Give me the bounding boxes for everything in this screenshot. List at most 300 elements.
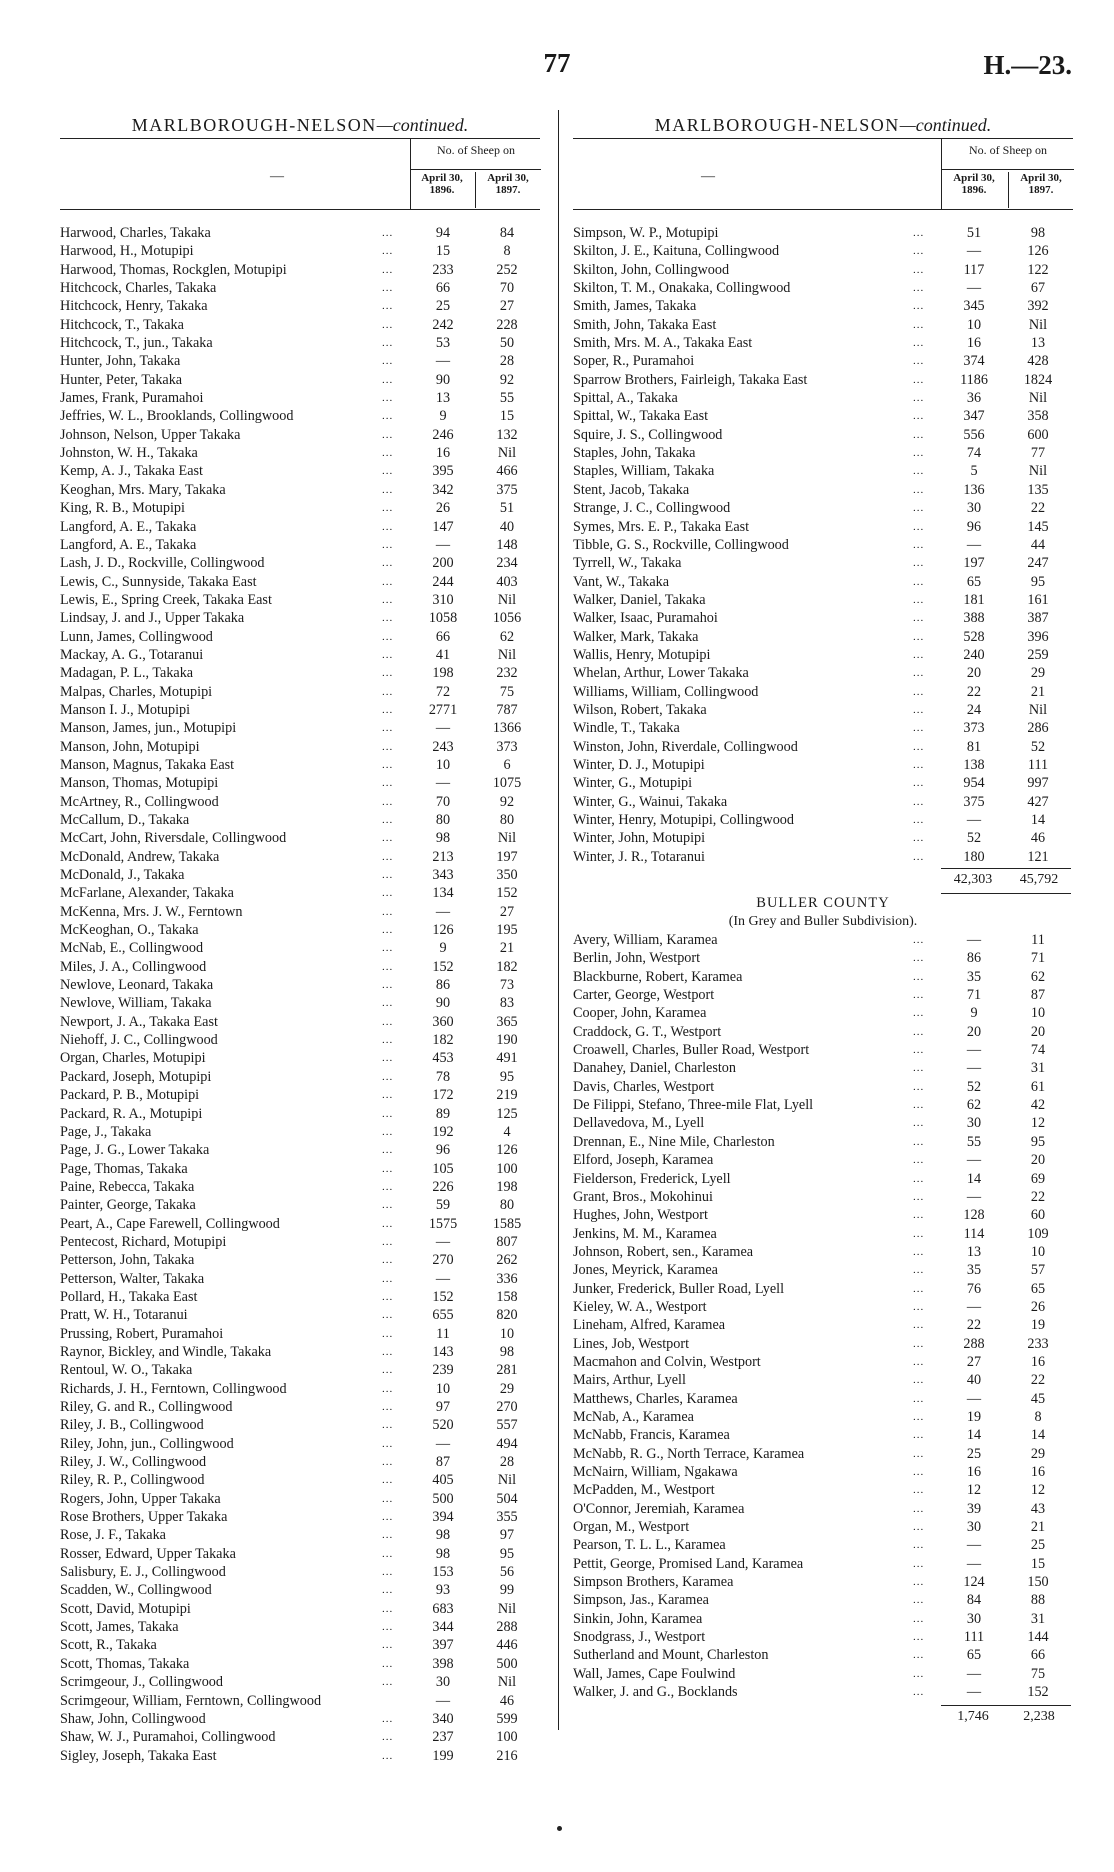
sheep-1897: 148 <box>496 536 518 553</box>
holder-name: Tibble, G. S., Rockville, Collingwood <box>573 536 789 553</box>
holder-name: James, Frank, Puramahoi <box>60 390 204 407</box>
sheep-1896: 182 <box>432 1032 454 1049</box>
sheep-1896: 9 <box>970 1005 978 1022</box>
holder-name: Stent, Jacob, Takaka <box>573 481 690 498</box>
sheep-1896: 243 <box>432 738 454 755</box>
leader-dots: ... <box>913 410 925 423</box>
holder-name: Scott, R., Takaka <box>60 1637 157 1654</box>
section-subtitle: (In Grey and Buller Subdivision). <box>728 914 918 930</box>
right-column <box>573 112 1073 1729</box>
sheep-1897: 392 <box>1027 298 1049 315</box>
sheep-1896: 126 <box>432 922 454 939</box>
sheep-1896: 394 <box>432 1509 454 1526</box>
sheep-1896: 27 <box>966 1353 982 1370</box>
table-row <box>573 1243 1073 1261</box>
table-row <box>573 1316 1073 1334</box>
sheep-1896: 147 <box>432 518 454 535</box>
table-row <box>60 1270 540 1288</box>
sheep-1897: 494 <box>496 1435 518 1452</box>
holder-name: Staples, William, Takaka <box>573 463 715 480</box>
sheep-1896: 30 <box>435 1674 451 1691</box>
leader-dots: ... <box>913 1686 925 1699</box>
sheep-1896: 242 <box>432 316 454 333</box>
table-row <box>60 1618 540 1636</box>
right-table-header <box>573 139 1073 209</box>
table-row <box>573 1151 1073 1169</box>
leader-dots: ... <box>382 1511 394 1524</box>
leader-dots: ... <box>913 630 925 643</box>
right-year2: April 30, 1897. <box>1008 172 1073 208</box>
sheep-1896: 87 <box>435 1454 451 1471</box>
holder-name: Jeffries, W. L., Brooklands, Collingwood <box>60 408 294 425</box>
sheep-1897: 10 <box>1030 1005 1046 1022</box>
sheep-1896: 5 <box>970 463 978 480</box>
left-year-headers <box>411 169 541 210</box>
leader-dots: ... <box>382 1199 394 1212</box>
table-row <box>60 1563 540 1581</box>
holder-name: Langford, A. E., Takaka <box>60 536 197 553</box>
leader-dots: ... <box>913 1007 925 1020</box>
holder-name: Raynor, Bickley, and Windle, Takaka <box>60 1343 272 1360</box>
sheep-1897: 19 <box>1030 1317 1046 1334</box>
sheep-1897: 1824 <box>1023 371 1053 388</box>
holder-name: Hitchcock, T., jun., Takaka <box>60 335 213 352</box>
sheep-1896: 19 <box>966 1408 982 1425</box>
sheep-1896: 13 <box>966 1243 982 1260</box>
leader-dots: ... <box>913 667 925 680</box>
sheep-1897: 73 <box>499 977 515 994</box>
sheep-1897: 8 <box>1034 1408 1042 1425</box>
page-number: 77 <box>543 48 571 78</box>
holder-name: Berlin, John, Westport <box>573 950 701 967</box>
leader-dots: ... <box>913 465 925 478</box>
holder-name: McPadden, M., Westport <box>573 1482 715 1499</box>
leader-dots: ... <box>913 227 925 239</box>
leader-dots: ... <box>382 373 394 386</box>
leader-dots: ... <box>382 1382 394 1395</box>
sheep-1897: 599 <box>496 1710 518 1727</box>
sheep-1897: Nil <box>1028 463 1048 480</box>
sheep-1897: 15 <box>499 408 515 425</box>
leader-dots: ... <box>913 1044 925 1057</box>
holder-name: Wall, James, Cape Foulwind <box>573 1665 736 1682</box>
sheep-1896: 246 <box>432 426 454 443</box>
sheep-1896: 70 <box>435 793 451 810</box>
sheep-1896: 98 <box>435 830 451 847</box>
table-row <box>60 1288 540 1306</box>
table-row <box>573 646 1073 664</box>
sheep-1896: 9 <box>439 408 447 425</box>
table-row <box>573 774 1073 792</box>
left-table-body <box>60 210 540 1765</box>
sheep-1896: — <box>966 1555 982 1572</box>
table-row <box>60 1233 540 1251</box>
sheep-1896: — <box>966 812 982 828</box>
leader-dots: ... <box>913 355 925 368</box>
holder-name: Croawell, Charles, Buller Road, Westport <box>573 1042 810 1059</box>
holder-name: Pettit, George, Promised Land, Karamea <box>573 1555 804 1572</box>
sheep-1896: 520 <box>432 1417 454 1434</box>
sheep-1896: 16 <box>966 1464 982 1480</box>
sheep-1896: 197 <box>963 555 985 572</box>
sheep-1897: 62 <box>1030 968 1046 985</box>
holder-name: McKeoghan, O., Takaka <box>60 922 199 939</box>
sheep-1897: 807 <box>496 1233 518 1250</box>
leader-dots: ... <box>382 1657 394 1670</box>
leader-dots: ... <box>382 1712 394 1725</box>
table-row <box>573 1536 1073 1554</box>
holder-name: Jenkins, M. M., Karamea <box>573 1225 717 1242</box>
table-row <box>60 866 540 884</box>
sheep-1897: 87 <box>1030 987 1046 1004</box>
table-row <box>60 1325 540 1343</box>
leader-dots: ... <box>913 758 925 771</box>
sheep-1897: 26 <box>1030 1298 1046 1315</box>
table-row <box>60 1215 540 1233</box>
holder-name: Scadden, W., Collingwood <box>60 1582 212 1599</box>
sheep-1897: 11 <box>1031 932 1045 949</box>
leader-dots: ... <box>913 520 925 533</box>
table-row <box>573 1683 1073 1701</box>
table-row <box>573 1463 1073 1481</box>
table-row <box>60 481 540 499</box>
holder-name: Pentecost, Richard, Motupipi <box>60 1233 227 1250</box>
leader-dots: ... <box>913 1410 925 1423</box>
holder-name: Riley, John, jun., Collingwood <box>60 1435 234 1452</box>
holder-name: McCart, John, Riversdale, Collingwood <box>60 830 287 847</box>
sheep-1897: 14 <box>1030 1427 1046 1444</box>
section-title: BULLER COUNTY <box>756 895 890 912</box>
holder-name: Skilton, John, Collingwood <box>573 261 730 278</box>
holder-name: Newlove, Leonard, Takaka <box>60 977 214 994</box>
holder-name: Winston, John, Riverdale, Collingwood <box>573 738 798 755</box>
holder-name: Manson, John, Motupipi <box>60 738 200 755</box>
sheep-1897: 21 <box>499 940 515 957</box>
sheep-1896: 74 <box>966 445 982 462</box>
leader-dots: ... <box>913 1099 925 1112</box>
sheep-1897: 132 <box>496 426 518 443</box>
table-row <box>573 591 1073 609</box>
holder-name: McNairn, William, Ngakawa <box>573 1464 738 1480</box>
sheep-1896: 9 <box>439 940 447 957</box>
sheep-1896: — <box>435 903 451 920</box>
leader-dots: ... <box>382 538 394 551</box>
sheep-1897: 387 <box>1027 610 1049 627</box>
table-row <box>60 1581 540 1599</box>
sheep-1896: 233 <box>432 261 454 278</box>
sheep-1897: 219 <box>496 1087 518 1104</box>
holder-name: Langford, A. E., Takaka <box>60 518 197 535</box>
sheep-1896: — <box>966 1060 982 1077</box>
table-row <box>573 1298 1073 1316</box>
table-row <box>60 389 540 407</box>
holder-name: Peart, A., Cape Farewell, Collingwood <box>60 1215 280 1232</box>
table-row <box>60 1160 540 1178</box>
table-row <box>573 1481 1073 1499</box>
sheep-1897: 252 <box>496 261 518 278</box>
sheep-1897: 70 <box>499 280 515 297</box>
sheep-1896: 26 <box>435 500 451 517</box>
holder-name: Malpas, Charles, Motupipi <box>60 683 213 700</box>
table-row <box>573 848 1073 866</box>
sheep-1896: 30 <box>966 1115 982 1132</box>
holder-name: Sinkin, John, Karamea <box>573 1610 703 1627</box>
holder-name: Lash, J. D., Rockville, Collingwood <box>60 555 265 572</box>
holder-name: Organ, M., Westport <box>573 1519 690 1536</box>
leader-dots: ... <box>382 1456 394 1469</box>
sheep-1896: — <box>966 1152 982 1169</box>
table-row <box>573 738 1073 756</box>
sheep-1896: — <box>435 1692 451 1709</box>
sheep-1896: 13 <box>435 390 451 407</box>
holder-name: Simpson Brothers, Karamea <box>573 1574 734 1591</box>
sheep-1897: 491 <box>496 1050 518 1067</box>
sheep-1896: 65 <box>966 1647 982 1664</box>
sheep-1897: Nil <box>1028 316 1048 333</box>
holder-name: Smith, John, Takaka East <box>573 316 717 333</box>
sheep-1897: 190 <box>496 1032 518 1049</box>
leader-dots: ... <box>913 795 925 808</box>
sheep-1897: 80 <box>499 1197 515 1214</box>
sheep-1896: 152 <box>432 958 454 975</box>
sheep-1896: 192 <box>432 1123 454 1140</box>
sheep-1897: 65 <box>1030 1280 1046 1297</box>
leader-dots: ... <box>382 685 394 698</box>
leader-dots: ... <box>913 703 925 716</box>
sheep-1896: 2771 <box>428 701 458 718</box>
sheep-1897: 336 <box>496 1270 518 1287</box>
sheep-1896: — <box>435 536 451 553</box>
holder-name: Hitchcock, T., Takaka <box>60 316 184 333</box>
sheep-1896: 30 <box>966 1610 982 1627</box>
sheep-1897: 403 <box>496 573 518 590</box>
sheep-1896: 20 <box>966 1023 982 1040</box>
table-row <box>573 1096 1073 1114</box>
sheep-1897: 88 <box>1030 1592 1046 1609</box>
sheep-1896: 55 <box>966 1133 982 1150</box>
table-row <box>60 1435 540 1453</box>
sheep-1897: 60 <box>1030 1207 1046 1224</box>
leader-dots: ... <box>382 722 394 735</box>
sheep-1896: 10 <box>966 316 982 333</box>
sheep-1896: 347 <box>963 408 985 425</box>
sheep-1896: 35 <box>966 968 982 985</box>
sheep-1897: 234 <box>496 555 518 572</box>
holder-name: Scott, James, Takaka <box>60 1619 179 1636</box>
sheep-1896: 374 <box>963 353 985 370</box>
holder-name: Paine, Rebecca, Takaka <box>60 1178 195 1195</box>
holder-name: Walker, J. and G., Bocklands <box>573 1684 738 1701</box>
leader-dots: ... <box>382 1107 394 1120</box>
table-row <box>573 462 1073 480</box>
sheep-1897: 95 <box>499 1545 515 1562</box>
left-column <box>60 112 540 1765</box>
table-row <box>573 1591 1073 1609</box>
table-row <box>573 389 1073 407</box>
sheep-1897: 98 <box>1030 225 1046 241</box>
holder-name: Hunter, John, Takaka <box>60 353 181 370</box>
holder-name: Rogers, John, Upper Takaka <box>60 1490 221 1507</box>
left-table-header <box>60 139 540 209</box>
holder-name: Blackburne, Robert, Karamea <box>573 968 743 985</box>
holder-name: Winter, D. J., Motupipi <box>573 756 705 773</box>
sheep-1896: 239 <box>432 1362 454 1379</box>
leader-dots: ... <box>913 952 925 965</box>
leader-dots: ... <box>382 1345 394 1358</box>
sheep-1897: 373 <box>496 738 518 755</box>
holder-name: Packard, R. A., Motupipi <box>60 1105 203 1122</box>
holder-name: Riley, J. W., Collingwood <box>60 1454 207 1471</box>
table-row <box>573 683 1073 701</box>
left-sheep-header <box>410 139 541 209</box>
sheep-1897: 22 <box>1030 1372 1046 1389</box>
sheep-1897: Nil <box>497 445 517 462</box>
holder-name: Petterson, John, Takaka <box>60 1252 195 1269</box>
sheep-1896: 200 <box>432 555 454 572</box>
leader-dots: ... <box>382 979 394 992</box>
leader-dots: ... <box>913 263 925 276</box>
sheep-1897: 52 <box>1030 738 1046 755</box>
sheep-1896: — <box>435 1233 451 1250</box>
sheep-1897: 144 <box>1027 1629 1049 1646</box>
table-row <box>573 573 1073 591</box>
sheep-1897: Nil <box>497 830 517 847</box>
holder-name: Lineham, Alfred, Karamea <box>573 1317 726 1334</box>
sheep-1896: 152 <box>432 1288 454 1305</box>
table-row <box>60 1306 540 1324</box>
holder-name: Kieley, W. A., Westport <box>573 1298 707 1315</box>
sheep-1897: 27 <box>499 298 515 315</box>
sheep-1897: 10 <box>1030 1243 1046 1260</box>
table-row <box>60 371 540 389</box>
table-row <box>573 1500 1073 1518</box>
holder-name: Manson, Magnus, Takaka East <box>60 756 235 773</box>
sheep-1896: 143 <box>432 1343 454 1360</box>
sheep-1897: 1056 <box>492 610 522 627</box>
right-total1-row <box>573 866 1073 894</box>
leader-dots: ... <box>913 1594 925 1607</box>
sheep-1897: 67 <box>1030 280 1046 297</box>
leader-dots: ... <box>913 1484 925 1497</box>
table-row <box>60 756 540 774</box>
holder-name: McNab, E., Collingwood <box>60 940 204 957</box>
holder-name: Niehoff, J. C., Collingwood <box>60 1032 218 1049</box>
sheep-1897: 20 <box>1030 1023 1046 1040</box>
leader-dots: ... <box>913 1135 925 1148</box>
leader-dots: ... <box>913 1392 925 1405</box>
sheep-1897: 10 <box>499 1325 515 1342</box>
leader-dots: ... <box>382 1547 394 1560</box>
sheep-1896: — <box>966 1684 982 1701</box>
holder-name: Winter, Henry, Motupipi, Collingwood <box>573 812 794 828</box>
sheep-1896: 12 <box>966 1482 982 1499</box>
holder-name: Danahey, Daniel, Charleston <box>573 1060 736 1077</box>
table-row <box>573 949 1073 967</box>
table-row <box>573 536 1073 554</box>
leader-dots: ... <box>382 1401 394 1413</box>
right-total2-row <box>573 1701 1073 1729</box>
sheep-1897: Nil <box>497 1472 517 1489</box>
holder-name: Hitchcock, Henry, Takaka <box>60 298 208 315</box>
sheep-1897: 111 <box>1027 756 1049 773</box>
sheep-1896: 11 <box>436 1325 450 1342</box>
leader-dots: ... <box>913 1154 925 1167</box>
table-row <box>573 1188 1073 1206</box>
table-row <box>573 719 1073 737</box>
holder-name: Sigley, Joseph, Takaka East <box>60 1747 217 1764</box>
sheep-1896: 10 <box>435 756 451 773</box>
sheep-1897: 95 <box>1030 573 1046 590</box>
leader-dots: ... <box>913 1172 925 1185</box>
table-row <box>60 1361 540 1379</box>
holder-name: Salisbury, E. J., Collingwood <box>60 1564 226 1581</box>
leader-dots: ... <box>913 1062 925 1075</box>
holder-name: Macmahon and Colvin, Westport <box>573 1353 761 1370</box>
leader-dots: ... <box>913 1025 925 1038</box>
holder-name: Snodgrass, J., Westport <box>573 1629 706 1646</box>
table-row <box>573 1023 1073 1041</box>
sheep-1897: 135 <box>1027 481 1049 498</box>
holder-name: Tyrrell, W., Takaka <box>573 555 682 572</box>
holder-name: Packard, P. B., Motupipi <box>60 1087 200 1104</box>
sheep-1897: 281 <box>496 1362 518 1379</box>
holder-name: McCallum, D., Takaka <box>60 812 190 828</box>
sheep-1896: 244 <box>432 573 454 590</box>
left-sheep-label: No. of Sheep on <box>437 143 515 157</box>
sheep-1897: 150 <box>1027 1574 1049 1591</box>
holder-name: Richards, J. H., Ferntown, Collingwood <box>60 1380 287 1397</box>
leader-dots: ... <box>382 814 394 826</box>
holder-name: Avery, William, Karamea <box>573 932 718 949</box>
sheep-1896: 41 <box>435 646 451 663</box>
leader-dots: ... <box>913 934 925 947</box>
holder-name: Sparrow Brothers, Fairleigh, Takaka East <box>573 371 808 388</box>
table-row <box>60 1490 540 1508</box>
sheep-1897: 61 <box>1030 1078 1046 1095</box>
sheep-1897: 25 <box>1030 1537 1046 1554</box>
holder-name: Keoghan, Mrs. Mary, Takaka <box>60 481 226 498</box>
table-row <box>573 1371 1073 1389</box>
holder-name: Skilton, J. E., Kaituna, Collingwood <box>573 243 780 260</box>
sheep-1897: 1366 <box>492 720 522 737</box>
table-row <box>573 829 1073 847</box>
table-row <box>573 518 1073 536</box>
holder-name: Riley, J. B., Collingwood <box>60 1417 204 1434</box>
leader-dots: ... <box>382 1180 394 1193</box>
table-row <box>573 444 1073 462</box>
sheep-1897: 69 <box>1030 1170 1046 1187</box>
table-row <box>573 1628 1073 1646</box>
leader-dots: ... <box>382 318 394 331</box>
leader-dots: ... <box>913 1282 925 1295</box>
footer-dot <box>557 1826 562 1831</box>
sheep-1897: 50 <box>499 335 515 352</box>
table-row <box>573 1646 1073 1664</box>
leader-dots: ... <box>382 997 394 1010</box>
sheep-1896: 237 <box>432 1729 454 1746</box>
leader-dots: ... <box>382 795 394 808</box>
table-row <box>60 1545 540 1563</box>
leader-dots: ... <box>382 1034 394 1047</box>
sheep-1897: 195 <box>496 922 518 939</box>
holder-name: Kemp, A. J., Takaka East <box>60 463 203 480</box>
table-row <box>60 1123 540 1141</box>
holder-name: Winter, J. R., Totaranui <box>573 848 705 865</box>
holder-name: Packard, Joseph, Motupipi <box>60 1068 212 1085</box>
leader-dots: ... <box>913 1429 925 1442</box>
sheep-1896: 53 <box>435 335 451 352</box>
sheep-1896: 1186 <box>960 371 988 388</box>
